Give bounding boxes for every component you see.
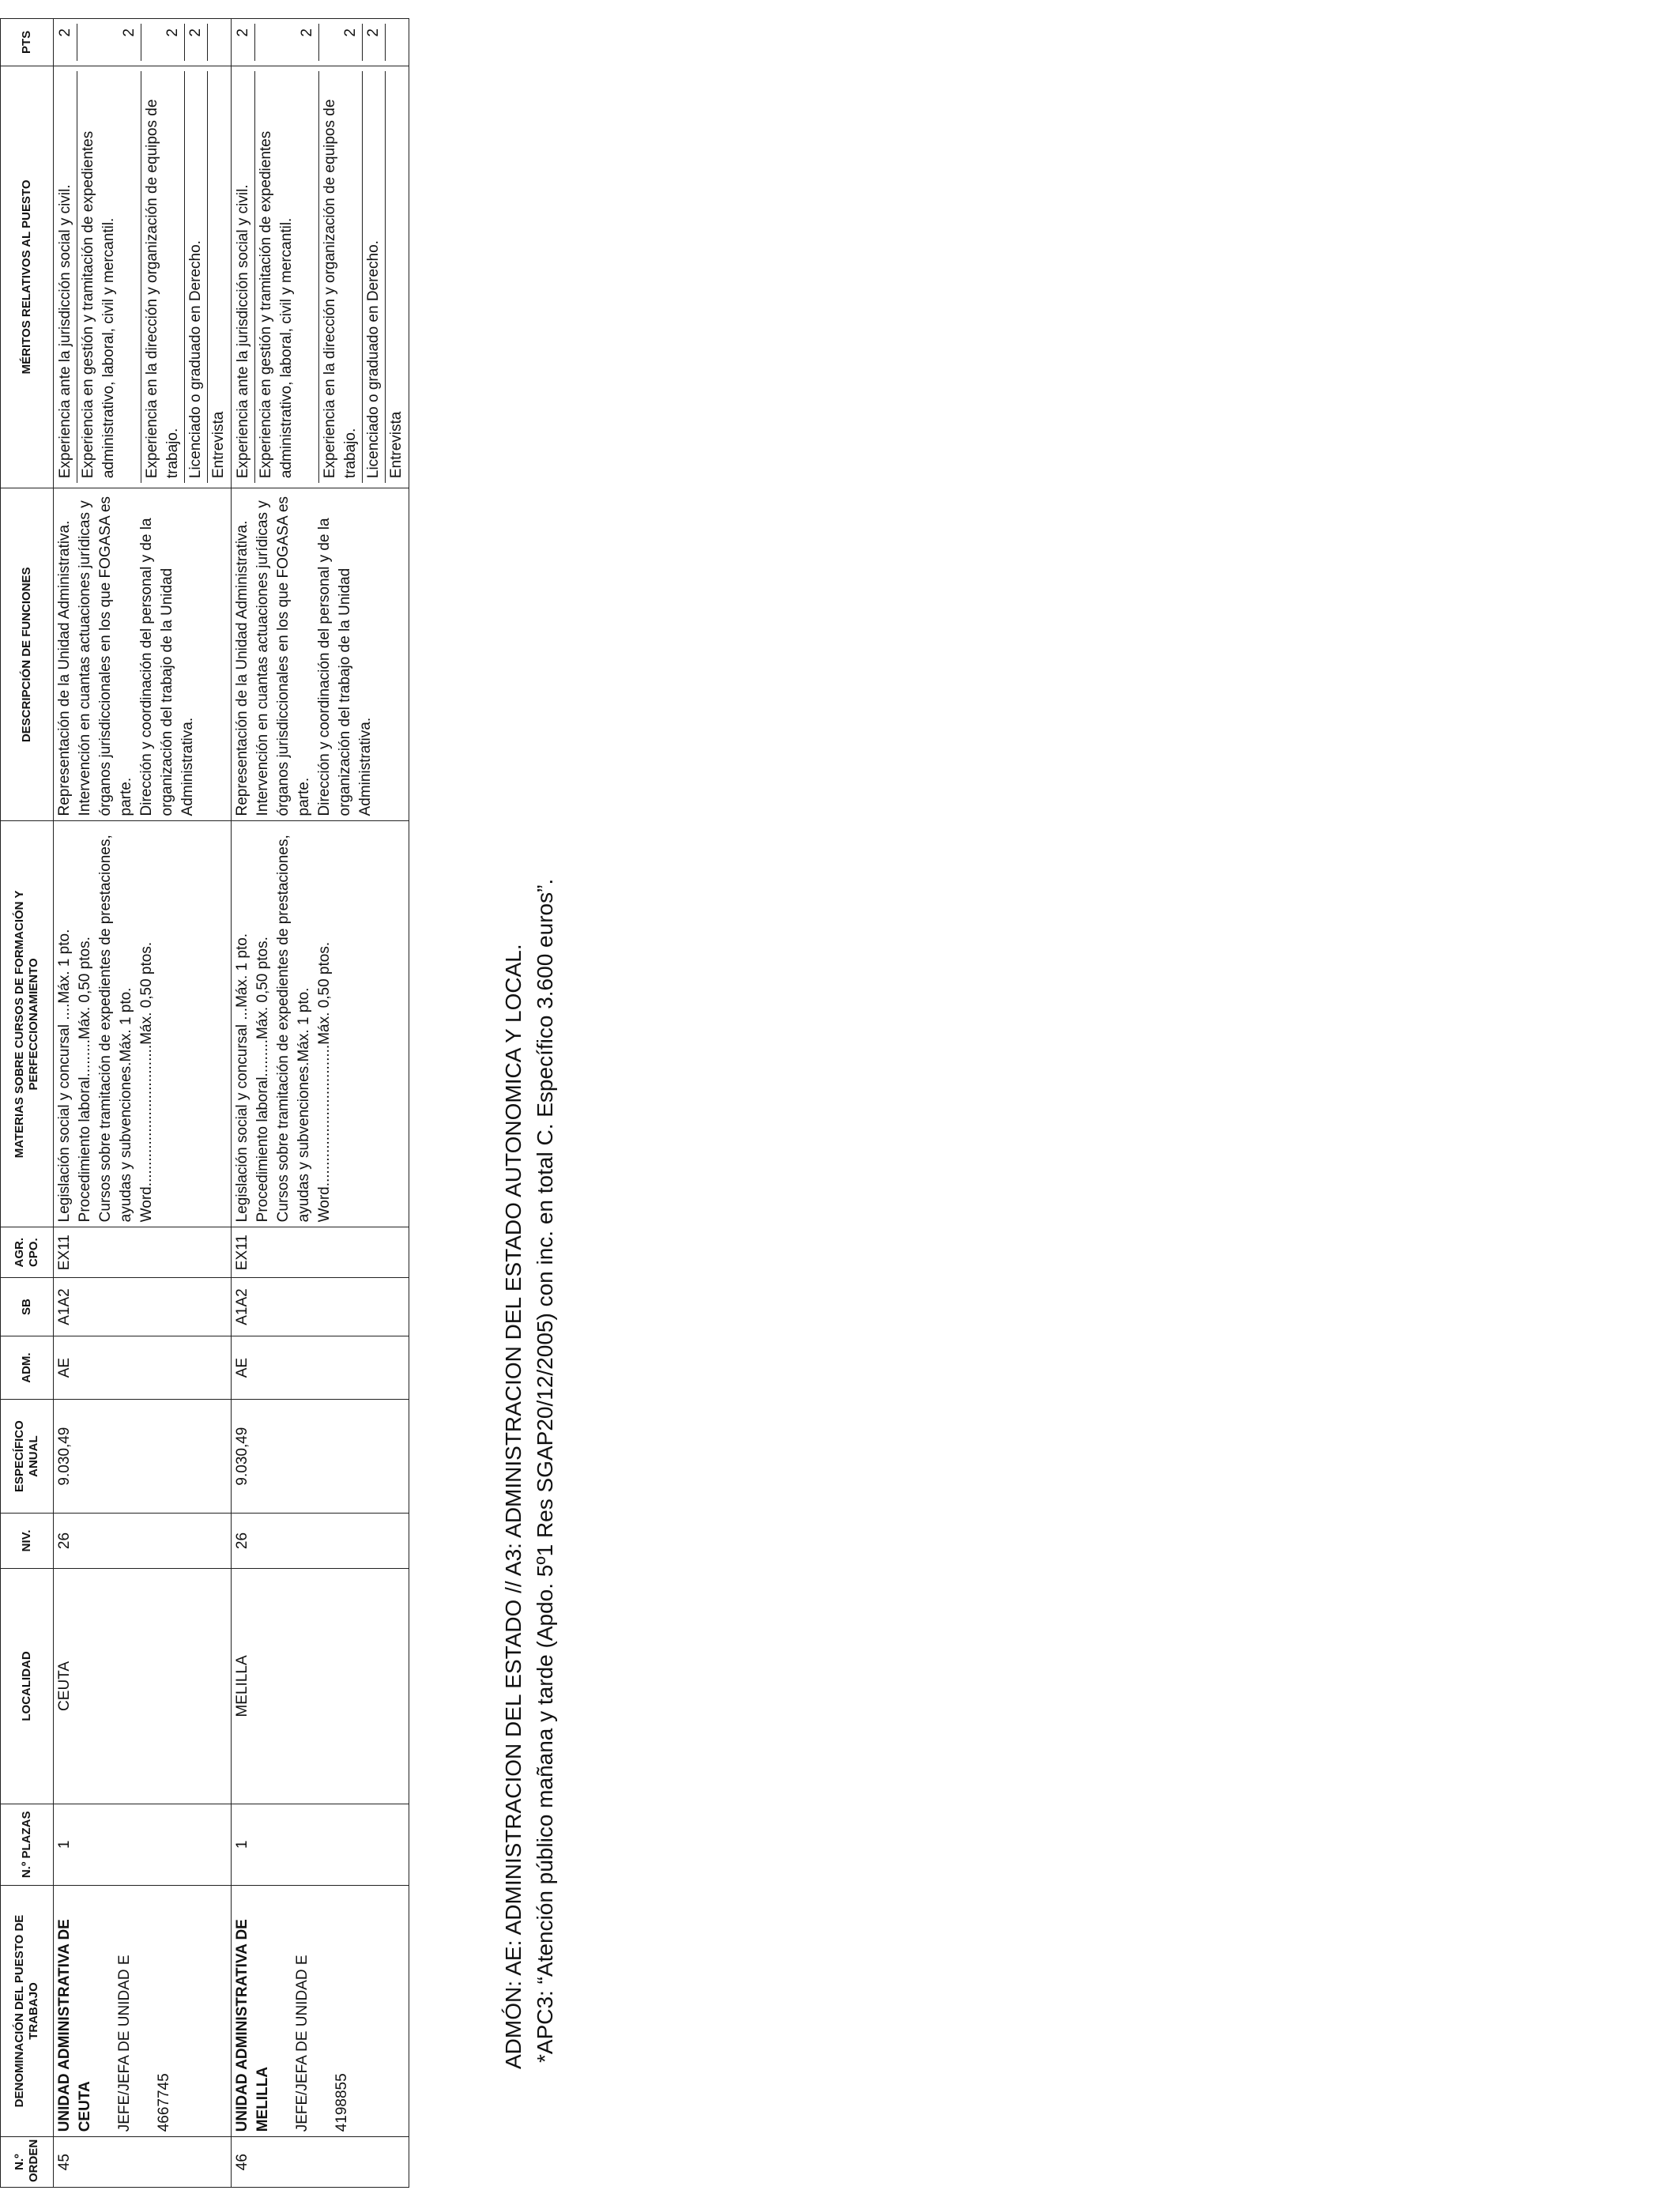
header-plazas: N.º PLAZAS xyxy=(1,1804,54,1885)
materia-item: Word..................................Máx. 0,50 ptos. xyxy=(316,941,333,1223)
funcion-item: Representación de la Unidad Administrativa. xyxy=(56,520,73,816)
cell-nivel: 26 xyxy=(232,1514,409,1569)
merito-item: Experiencia en gestión y tramitación de expedientes administrativo, laboral, civil y mercantil. xyxy=(77,71,141,483)
cell-especifico: 9.030,49 xyxy=(232,1400,409,1514)
funcion-item: Dirección y coordinación del personal y de la organización del trabajo de la Unidad Administrativa. xyxy=(316,518,374,816)
table-row xyxy=(54,19,232,2188)
merito-item: Entrevista xyxy=(388,411,405,479)
header-descripcion: DESCRIPCIÓN DE FUNCIONES xyxy=(1,488,54,821)
cell-especifico: 9.030,49 xyxy=(54,1400,232,1514)
materia-item: Legislación social y concursal ...Máx. 1 pto. xyxy=(234,933,250,1223)
unidad-name: UNIDAD ADMINISTRATIVA DE CEUTA xyxy=(56,1919,93,2132)
puesto-name: JEFE/JEFA DE UNIDAD E xyxy=(116,1955,133,2132)
header-pts: PTS xyxy=(1,19,54,66)
materia-item: Procedimiento laboral.........Máx. 0,50 ptos. xyxy=(254,937,271,1223)
cell-plazas: 1 xyxy=(232,1804,409,1885)
cell-agr: EX11 xyxy=(54,1227,232,1278)
puestos-table xyxy=(0,18,409,2188)
merito-item: Experiencia en la dirección y organización de equipos de trabajo. xyxy=(141,71,185,483)
materia-item: Cursos sobre tramitación de expedientes de prestaciones, ayudas y subvenciones.Máx. 1 pto. xyxy=(275,835,312,1223)
cell-sb: A1A2 xyxy=(54,1278,232,1336)
cell-orden: 46 xyxy=(232,2137,409,2188)
funcion-item: Intervención en cuantas actuaciones jurídicas y órganos jurisdiccionales en los que FOGASA es parte. xyxy=(77,496,134,816)
header-especifico: ESPECÍFICO ANUAL xyxy=(1,1400,54,1514)
pts-value: 2 xyxy=(141,24,185,61)
cell-localidad: CEUTA xyxy=(54,1568,232,1804)
cell-localidad: MELILLA xyxy=(232,1568,409,1804)
materia-item: Legislación social y concursal ....Máx. 1 pto. xyxy=(56,929,73,1223)
pts-value: 2 xyxy=(363,24,386,61)
pts-value xyxy=(386,24,408,61)
merito-item: Licenciado o graduado en Derecho. xyxy=(363,71,386,483)
cell-adm: AE xyxy=(54,1336,232,1400)
header-sb: SB xyxy=(1,1278,54,1336)
puesto-name: JEFE/JEFA DE UNIDAD E xyxy=(294,1955,311,2132)
cell-funciones xyxy=(54,488,232,821)
header-agr: AGR. CPO. xyxy=(1,1227,54,1278)
merito-item: Entrevista xyxy=(210,411,227,479)
cell-denominacion xyxy=(54,1885,232,2137)
pts-value xyxy=(208,24,230,61)
pts-value: 2 xyxy=(185,24,208,61)
footnotes xyxy=(498,879,561,2069)
cell-pts xyxy=(54,19,232,66)
cell-meritos xyxy=(232,66,409,488)
pts-value: 2 xyxy=(55,24,77,61)
merito-item: Experiencia ante la jurisdicción social y civil. xyxy=(55,71,77,483)
cell-denominacion xyxy=(232,1885,409,2137)
cell-agr: EX11 xyxy=(232,1227,409,1278)
cell-meritos xyxy=(54,66,232,488)
funcion-item: Representación de la Unidad Administrativa. xyxy=(234,520,250,816)
pts-value: 2 xyxy=(319,24,363,61)
header-nivel: NIV. xyxy=(1,1514,54,1569)
header-denominacion: DENOMINACIÓN DEL PUESTO DE TRABAJO xyxy=(1,1885,54,2137)
table-row xyxy=(232,19,409,2188)
unidad-name: UNIDAD ADMINISTRATIVA DE MELILLA xyxy=(234,1919,271,2132)
cell-sb: A1A2 xyxy=(232,1278,409,1336)
cell-nivel: 26 xyxy=(54,1514,232,1569)
merito-item: Licenciado o graduado en Derecho. xyxy=(185,71,208,483)
cell-materias xyxy=(54,821,232,1227)
funcion-item: Dirección y coordinación del personal y de la organización del trabajo de la Unidad Administrativa. xyxy=(138,518,196,816)
footnote-apc3: *APC3: “Atención público mañana y tarde (Apdo. 5º1 Res SGAP20/12/2005) con inc. en total C. Específico 3.600 euros”. xyxy=(533,878,557,2063)
cell-plazas: 1 xyxy=(54,1804,232,1885)
pts-value: 2 xyxy=(255,24,319,61)
header-meritos: MÉRITOS RELATIVOS AL PUESTO xyxy=(1,66,54,488)
cell-pts xyxy=(232,19,409,66)
merito-item: Experiencia en la dirección y organización de equipos de trabajo. xyxy=(319,71,363,483)
materia-item: Word..................................Máx. 0,50 ptos. xyxy=(138,941,155,1223)
footnote-admon: ADMÓN: AE: ADMINISTRACION DEL ESTADO // A3: ADMINISTRACION DEL ESTADO AUTONOMICA Y LOCAL. xyxy=(501,944,525,2069)
pts-value: 2 xyxy=(232,24,255,61)
document xyxy=(0,6,557,2188)
funcion-item: Intervención en cuantas actuaciones jurídicas y órganos jurisdiccionales en los que FOGASA es parte. xyxy=(254,496,312,816)
cell-funciones xyxy=(232,488,409,821)
header-orden: N.º ORDEN xyxy=(1,2137,54,2188)
header-row xyxy=(1,19,54,2188)
materia-item: Cursos sobre tramitación de expedientes de prestaciones, ayudas y subvenciones.Máx. 1 pto. xyxy=(97,835,134,1223)
merito-item: Experiencia en gestión y tramitación de expedientes administrativo, laboral, civil y mercantil. xyxy=(255,71,319,483)
cell-materias xyxy=(232,821,409,1227)
puesto-codigo: 4667745 xyxy=(156,2073,172,2132)
pts-value: 2 xyxy=(77,24,141,61)
cell-orden: 45 xyxy=(54,2137,232,2188)
materia-item: Procedimiento laboral.........Máx. 0,50 ptos. xyxy=(77,937,93,1223)
header-adm: ADM. xyxy=(1,1336,54,1400)
header-localidad: LOCALIDAD xyxy=(1,1568,54,1804)
merito-item: Experiencia ante la jurisdicción social y civil. xyxy=(232,71,255,483)
puesto-codigo: 4198855 xyxy=(333,2073,350,2132)
header-materias: MATERIAS SOBRE CURSOS DE FORMACIÓN Y PERFECCIONAMIENTO xyxy=(1,821,54,1227)
cell-adm: AE xyxy=(232,1336,409,1400)
